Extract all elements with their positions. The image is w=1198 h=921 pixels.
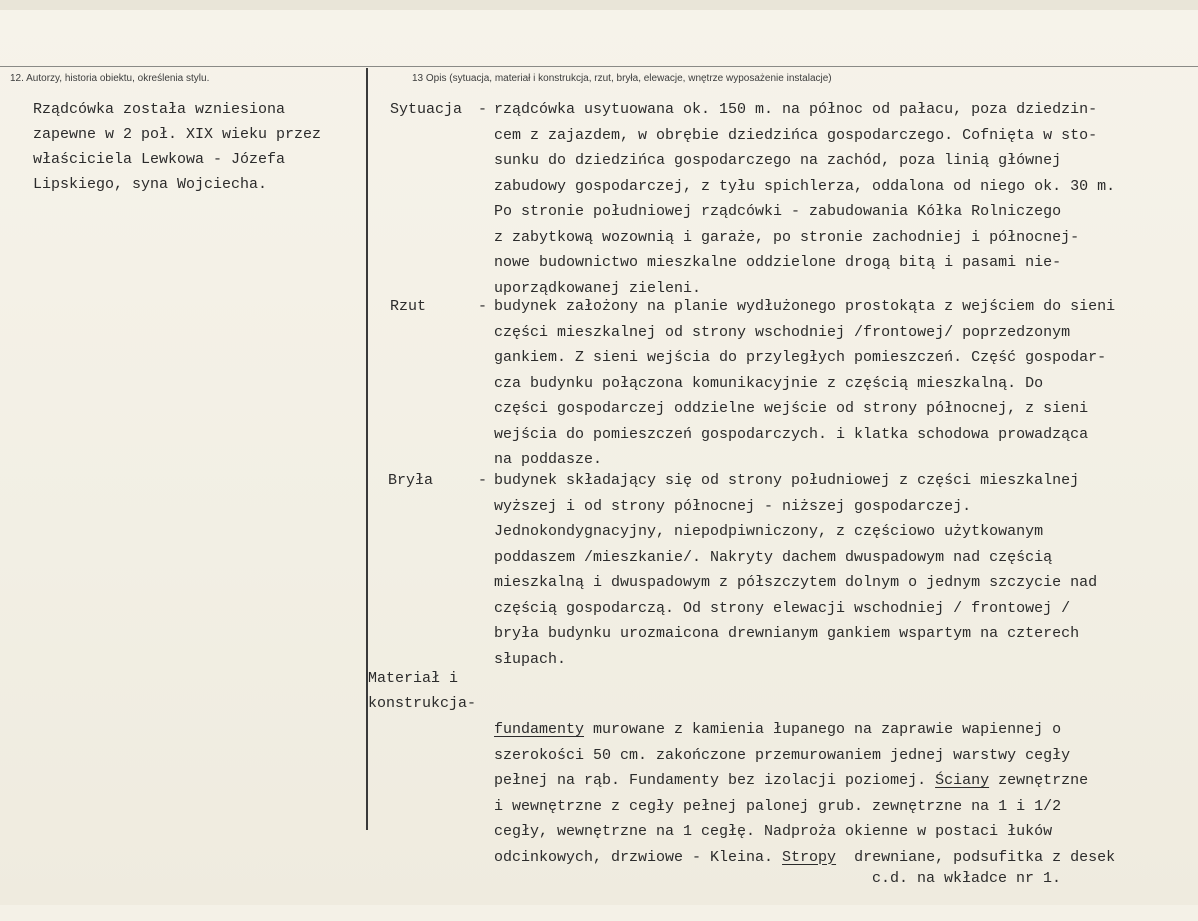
- text-line: [494, 717, 1194, 743]
- history-line: zapewne w 2 poł. XIX wieku przez: [33, 126, 322, 143]
- label-dash: -: [478, 101, 488, 118]
- text-line: częścią gospodarczą. Od strony elewacji wschodniej / frontowej /: [494, 599, 1071, 617]
- top-edge: [0, 0, 1198, 10]
- history-line: Lipskiego, syna Wojciecha.: [33, 176, 268, 193]
- text-line: szerokości 50 cm. zakończone przemurowaniem jednej warstwy cegły: [494, 746, 1071, 764]
- text-line: i wewnętrzne z cegły pełnej palonej grub. zewnętrzne na 1 i 1/2: [494, 797, 1062, 815]
- section-12-header: 12. Autorzy, historia obiektu, określenia stylu.: [10, 73, 210, 84]
- label-dash: -: [478, 298, 488, 315]
- text-line: budynek założony na planie wydłużonego prostokąta z wejściem do sieni: [494, 298, 1116, 315]
- label-material-1: Materiał i: [368, 670, 459, 687]
- text-line: cem z zajazdem, w obrębie dziedzińca gospodarczego. Cofnięta w sto-: [494, 126, 1098, 144]
- text-span: odcinkowych, drzwiowe - Kleina.: [494, 848, 783, 866]
- label-rzut: Rzut: [390, 298, 427, 315]
- body-sytuacja: [494, 97, 1194, 301]
- label-sytuacja: Sytuacja: [390, 101, 463, 118]
- text-span: pełnej na rąb. Fundamenty bez izolacji poziomej.: [494, 772, 936, 789]
- label-dash: -: [478, 472, 488, 489]
- continuation-note: c.d. na wkładce nr 1.: [872, 870, 1062, 887]
- text-span: drewniane, podsufitka z desek: [836, 848, 1116, 866]
- label-material-2: konstrukcja-: [368, 695, 477, 712]
- text-line: sunku do dziedzińca gospodarczego na zachód, poza linią głównej: [494, 152, 1062, 169]
- text-line: [494, 768, 1194, 794]
- text-line: gankiem. Z sieni wejścia do przyległych pomieszczeń. Część gospodar-: [494, 349, 1107, 366]
- history-text: [33, 97, 363, 197]
- text-line: cza budynku połączona komunikacyjnie z częścią mieszkalną. Do: [494, 374, 1044, 392]
- text-line: wyższej i od strony północnej - niższej gospodarczej.: [494, 497, 972, 515]
- text-line: budynek składający się od strony południowej z części mieszkalnej: [494, 472, 1080, 489]
- text-line: rządcówka usytuowana ok. 150 m. na północ od pałacu, poza dziedzin-: [494, 101, 1098, 118]
- section-13-header: 13 Opis (sytuacja, materiał i konstrukcja, rzut, bryła, elewacje, wnętrze wyposażenie instalacje): [412, 73, 832, 84]
- body-rzut: [494, 294, 1194, 473]
- text-span: murowane z kamienia łupanego na zaprawie wapiennej o: [584, 721, 1062, 738]
- text-line: wejścia do pomieszczeń gospodarczych. i klatka schodowa prowadząca: [494, 425, 1089, 443]
- text-line: części gospodarczej oddzielne wejście od strony północnej, z sieni: [494, 400, 1089, 417]
- text-line: Po stronie południowej rządcówki - zabudowania Kółka Rolniczego: [494, 203, 1062, 220]
- history-line: Rządcówka została wzniesiona: [33, 101, 286, 118]
- text-line: uporządkowanej zieleni.: [494, 279, 702, 297]
- underlined-term: Stropy: [782, 848, 837, 866]
- label-bryla: Bryła: [388, 472, 434, 489]
- text-line: części mieszkalnej od strony wschodniej /frontowej/ poprzedzonym: [494, 323, 1071, 341]
- text-line: Jednokondygnacyjny, niepodpiwniczony, z częściowo użytkowanym: [494, 523, 1044, 540]
- body-bryla: [494, 468, 1194, 672]
- text-line: zabudowy gospodarczej, z tyłu spichlerza, oddalona od niego ok. 30 m.: [494, 177, 1116, 195]
- underlined-term: fundamenty: [494, 721, 585, 738]
- text-span: zewnętrzne: [989, 772, 1089, 789]
- text-line: na poddasze.: [494, 451, 603, 468]
- header-rule: [0, 66, 1198, 67]
- text-line: słupach.: [494, 650, 567, 668]
- text-line: bryła budynku urozmaicona drewnianym gankiem wspartym na czterech: [494, 625, 1080, 642]
- underlined-term: Ściany: [935, 772, 990, 789]
- text-line: cegły, wewnętrzne na 1 cegłę. Nadproża okienne w postaci łuków: [494, 823, 1053, 840]
- text-line: [494, 845, 1194, 871]
- history-line: właściciela Lewkowa - Józefa: [33, 151, 286, 168]
- text-line: z zabytkową wozownią i garaże, po stronie zachodniej i północnej-: [494, 228, 1080, 246]
- text-line: mieszkalną i dwuspadowym z półszczytem dolnym o jednym szczycie nad: [494, 574, 1098, 591]
- text-line: nowe budownictwo mieszkalne oddzielone drogą bitą i pasami nie-: [494, 254, 1062, 271]
- text-line: poddaszem /mieszkanie/. Nakryty dachem dwuspadowym nad częścią: [494, 548, 1053, 566]
- body-material: [494, 666, 1194, 921]
